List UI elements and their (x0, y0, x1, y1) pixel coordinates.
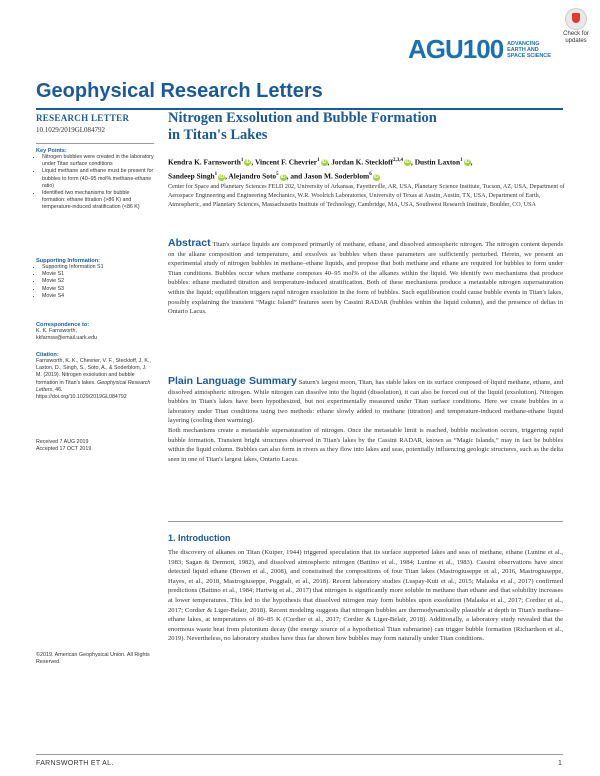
correspondence (36, 322, 154, 342)
supporting-information (36, 258, 154, 300)
citation-doi-link[interactable]: , 46. https://doi.org/10.1029/2019GL084792 (36, 386, 127, 401)
key-points (36, 148, 154, 212)
abstract-text: Titan's surface liquids are composed primarily of methane, ethane, and dissolved atmospheric nitrogen. The nitrogen content depends on the alkane composition and temperature, and exsolves as bubbles when these parameters are sufficiently perturbed. Herein, we present an experimental study of nitrogen bubbles in methane–ethane liquids, and propose that both methane and ethane are required for bubbles to form under Titan conditions. Bubbles occur when methane composes 40–95 mol% of the alkanes within the liquid. We identify two mechanisms that produce bubbles: ethane mediated titration and temperature-induced stratification. Both of these mechanisms produce a metastable nitrogen supersaturation within the liquid; equilibration triggers rapid nitrogen exsolution in the form of bubbles. Such equilibration could cause bubble events in Titan's lakes, possibly explaining the transient “Magic Island” features seen by Cassini RADAR (bubbles within the liquid column), and the presence of deltas in Ontario Lacus. (168, 241, 563, 316)
list-item: • Liquid methane and ethane must be present for bubbles to form (40–95 mol% methane-ethane ratio) (42, 168, 154, 190)
accepted-date: Accepted 17 OCT 2019 (36, 446, 92, 453)
correspondent-email-link[interactable]: kkfarnsw@email.uark.edu (36, 335, 98, 342)
movie-s1-link[interactable]: • Movie S1 (42, 271, 154, 278)
orcid-icon[interactable]: iD (219, 173, 225, 180)
orcid-icon[interactable]: iD (245, 159, 251, 166)
abstract-heading: Abstract (168, 237, 211, 249)
author-name[interactable]: Alejandro Soto (228, 171, 277, 181)
received-date: Received 7 AUG 2019 (36, 439, 89, 445)
movie-s4-link[interactable]: • Movie S4 (42, 293, 154, 300)
section-divider (168, 521, 563, 522)
correspondent-name: K. K. Farnsworth, (36, 328, 77, 334)
orcid-icon[interactable]: iD (373, 173, 379, 180)
movie-s2-link[interactable]: • Movie S2 (42, 278, 154, 285)
author-name[interactable]: Dustin Laxton (414, 157, 461, 167)
author-name[interactable]: and Jason M. Soderblom (290, 171, 370, 181)
check-for-updates-button[interactable]: Check for updates (560, 8, 592, 52)
plain-language-summary (168, 377, 563, 464)
doi: 10.1029/2019GL084792 (36, 126, 106, 134)
list-item: • Nitrogen bubbles were created in the laboratory under Titan surface conditions (42, 154, 154, 168)
agu-tagline: ADVANCING EARTH AND SPACE SCIENCE (507, 40, 551, 59)
article-title: Nitrogen Exsolution and Bubble Formation in Titan's Lakes (168, 110, 437, 143)
agu-logo (408, 34, 551, 65)
author-name[interactable]: Sandeep Singh (168, 171, 215, 181)
introduction-text: The discovery of alkanes on Titan (Kuiper, 1944) triggered speculation that its surface supported lakes and seas of methane, ethane (Lunine et al., 1983; Sagan & Dermott, 1982), and dissolved atmospheric nitrogen (Battino et al., 1984; Lunine et al., 1983). Cassini observations have since detected liquid ethane (Brown et al., 2008), and constrained the compositions of four Titan lakes (Mastrogiuseppe et al., 2016, Mastrogiuseppe, Hayes, et al., 2018, Mastrogiuseppe, Poggiali, et al., 2018). Recent laboratory studies (Luspay-Kuti et al., 2015; Malaska et al., 2017) confirmed predictions (Battino et al., 1984; Hartwig et al., 2017) that nitrogen is significantly more soluble in methane than ethane and that solubility increases at lower temperatures. This led to the hypothesis that dissolved nitrogen may form bubbles upon exsolution (Malaska et al., 2017; Cordier et al., 2017; Cordier & Liger-Belair, 2018). Recent modeling suggests that nitrogen bubbles are thermodynamically plausible at depth in Titan's methane–ethane lakes, at temperatures of 80–85 K (Cordier et al., 2017; Cordier & Liger-Belair, 2018). Additionally, a laboratory study revealed that the enormous waste heat from plutonium decay (the energy source of a hypothetical Titan submarine) can trigger bubble formation (Richardson et al., 2019). Nevertheless, no laboratory studies have thus far shown how bubbles may form naturally under Titan conditions. (168, 549, 563, 643)
orcid-icon[interactable]: iD (321, 159, 327, 166)
sidebar-divider (36, 143, 154, 144)
journal-title: Geophysical Research Letters (36, 80, 323, 102)
author-name[interactable]: Vincent F. Chevrier (254, 157, 318, 167)
pls-text: Saturn's largest moon, Titan, has stable lakes on its surface composed of liquid methane, ethane, and dissolved atmospheric nitrogen. While nitrogen can dissolve into the liquid (dissolution), it can also be forced out of the liquid (exsolution). Nitrogen bubbles in Titan's lakes have been hypothesized, but not experimentally measured under Titan surface conditions. Here we create bubbles in a laboratory under Titan conditions using two methods: ethane slowly added to methane (titration) and temperature-induced methane-ethane liquid layering (cooling then warming). (168, 379, 563, 425)
copyright: ©2019. American Geophysical Union. All Rights Reserved. (36, 652, 150, 665)
bookmark-icon (565, 8, 587, 30)
affiliations: Center for Space and Planetary Sciences FELD 202, University of Arkansas, Fayetteville, AR, USA, Planetary Science Institute, Tucson, AZ, USA, Department of Aerospace Engineering and Engineering Mechanics, W.R. Woolrich Laboratories, University of Texas at Austin, Austin, TX, USA, Department of Earth, Atmospheric, and Planetary Sciences, Massachusetts Institute of Technology, Cambridge, MA, USA, Southwest Research Institute, Boulder, CO, USA (168, 184, 565, 209)
running-head: FARNSWORTH ET AL. (36, 760, 114, 767)
citation-text: Farnsworth, K. K., Chevrier, V. F., Steckloff, J. K., Laxton, D., Singh, S., Soto, A., & Soderblom, J. M. (2019). Nitrogen exsolution and bubble formation in Titan's lakes. Geophysical Research Letters, 46. https://doi.org/10.1029/2019GL084792 (36, 358, 151, 401)
introduction-heading: 1. Introduction (168, 533, 231, 543)
author-list: Kendra K. Farnsworth$^1$ iD, Vincent F. Chevrier$^1$ iD, Jordan K. Steckloff$^{2,3,4}$ iD, Dustin Laxton$^1$ iD, Sandeep Singh$^1$ iD, Alejandro Soto$^5$ iD, and Jason M. Soderblom$^6$ iD (168, 157, 473, 181)
pls-heading: Plain Language Summary (168, 375, 297, 387)
agu-logo-text: AGU100 (408, 34, 504, 64)
citation (36, 352, 154, 401)
movie-s3-link[interactable]: • Movie S3 (42, 286, 154, 293)
author-name[interactable]: Jordan K. Steckloff (331, 157, 394, 167)
author-name[interactable]: Kendra K. Farnsworth (168, 157, 241, 167)
pls-text: Both mechanisms create a metastable supersaturation of nitrogen. Once the metastable limit is reached, bubble nucleation occurs, triggering rapid bubble formation. Transient bright structures observed in Titan's lakes by the Cassini RADAR, known as “Magic Islands,” may in fact be bubbles within the liquid column. Bubbles can also form in rivers as they flow into lakes and seas, potentially influencing geologic structures, such as the delta seen in one of Titan's largest lakes, Ontario Lacus. (168, 426, 563, 463)
orcid-icon[interactable]: iD (405, 159, 411, 166)
key-points-heading: Key Points: (36, 148, 67, 154)
page-number: 1 (558, 760, 562, 767)
supporting-info-heading: Supporting Information: (36, 258, 101, 264)
list-item: • Identified two mechanisms for bubble formation: ethane titration (>86 K) and temperature-induced stratification (<86 K) (42, 190, 154, 212)
supporting-info-link[interactable]: • Supporting Information S1 (42, 264, 154, 271)
dates (36, 439, 154, 453)
correspondence-heading: Correspondence to: (36, 322, 90, 328)
footer-divider (36, 754, 563, 755)
abstract (168, 239, 563, 317)
orcid-icon[interactable]: iD (464, 159, 470, 166)
orcid-icon[interactable]: iD (280, 173, 286, 180)
citation-heading: Citation: (36, 352, 59, 358)
article-type: RESEARCH LETTER (36, 113, 130, 123)
